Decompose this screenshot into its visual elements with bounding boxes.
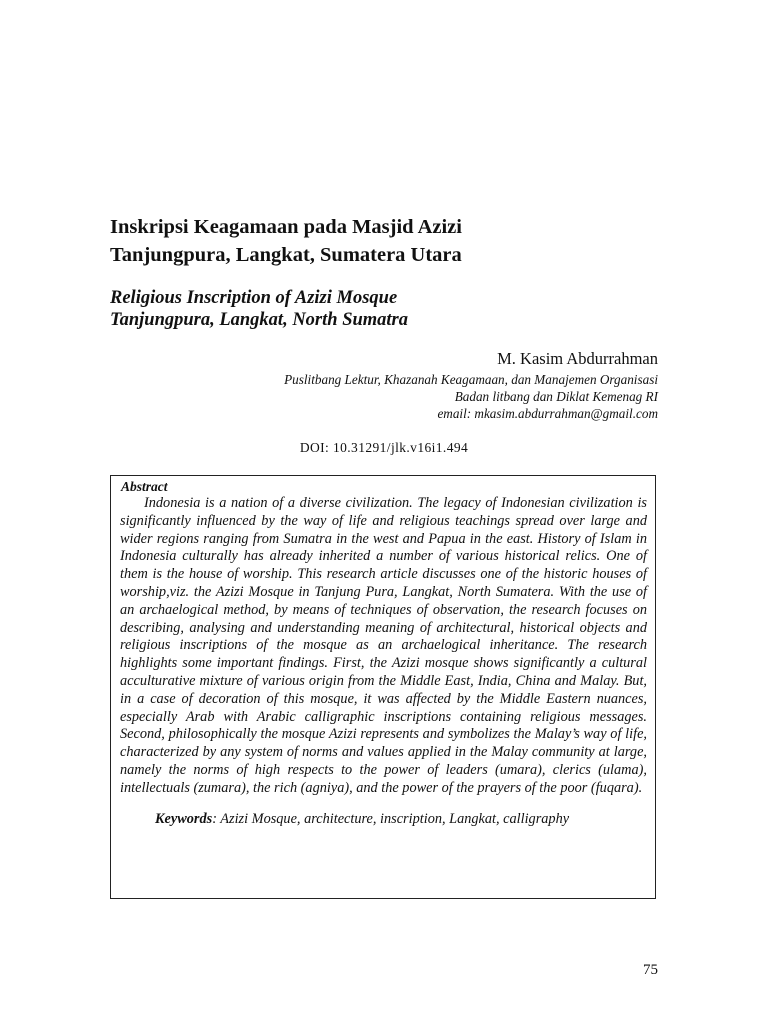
- doi-line: DOI: 10.31291/jlk.v16i1.494: [299, 440, 469, 455]
- title-english-line2: Tanjungpura, Langkat, North Sumatra: [110, 310, 408, 330]
- title-english-line1: Religious Inscription of Azizi Mosque: [110, 288, 398, 308]
- page-number: 75: [643, 962, 658, 978]
- keywords-line: [120, 810, 647, 828]
- abstract-body: Indonesia is a nation of a diverse civilization. The legacy of Indonesian civilization is significantly influenced by the way of life and religious teachings spread over large and wider regions ranging from Sumatra in the west and Papua in the east. History of Islam in Indonesia culturally has already inherited a number of various historical relics. One of them is the house of worship. This research article discusses one of the historic houses of worship,viz. the Azizi Mosque in Tanjung Pura, Langkat, North Sumatera. With the use of an archaelogical method, by means of techniques of observation, the research focuses on describing, analysing and understanding meaning of architectural, historical objects and religious inscriptions of the mosque as an archaelogical inheritance. The research highlights some important findings. First, the Azizi mosque shows significantly a cultural acculturative mixture of various origin from the Middle East, India, China and Malay. But, in a case of decoration of this mosque, it was affected by the Middle Eastern nuances, especially Arab with Arabic calligraphic inscriptions containing religious messages. Second, philosophically the mosque Azizi represents and symbolizes the Malay’s way of life, characterized by any system of norms and values applied in the Malay community at large, namely the norms of high respects to the power of leaders (umara), clerics (ulama), intellectuals (zumara), the rich (agniya), and the power of the prayers of the poor (fuqara).: [120, 495, 647, 796]
- title-indonesian-line2: Tanjungpura, Langkat, Sumatera Utara: [110, 244, 462, 266]
- title-indonesian-line1: Inskripsi Keagamaan pada Masjid Azizi: [110, 216, 462, 238]
- title-indonesian: [110, 213, 670, 269]
- keywords-label: Keywords: [155, 810, 213, 827]
- abstract-box: [110, 475, 656, 899]
- title-english: [110, 287, 670, 331]
- keywords-text: : Azizi Mosque, architecture, inscription, Langkat, calligraphy: [212, 810, 570, 827]
- author-affiliation-line1: Puslitbang Lektur, Khazanah Keagamaan, dan Manajemen Organisasi: [284, 372, 658, 387]
- author-email: email: mkasim.abdurrahman@gmail.com: [437, 406, 658, 421]
- author-name: M. Kasim Abdurrahman: [497, 349, 658, 368]
- author-block: [98, 348, 658, 422]
- author-affiliation-line2: Badan litbang dan Diklat Kemenag RI: [454, 389, 658, 404]
- abstract-heading: Abstract: [121, 479, 168, 494]
